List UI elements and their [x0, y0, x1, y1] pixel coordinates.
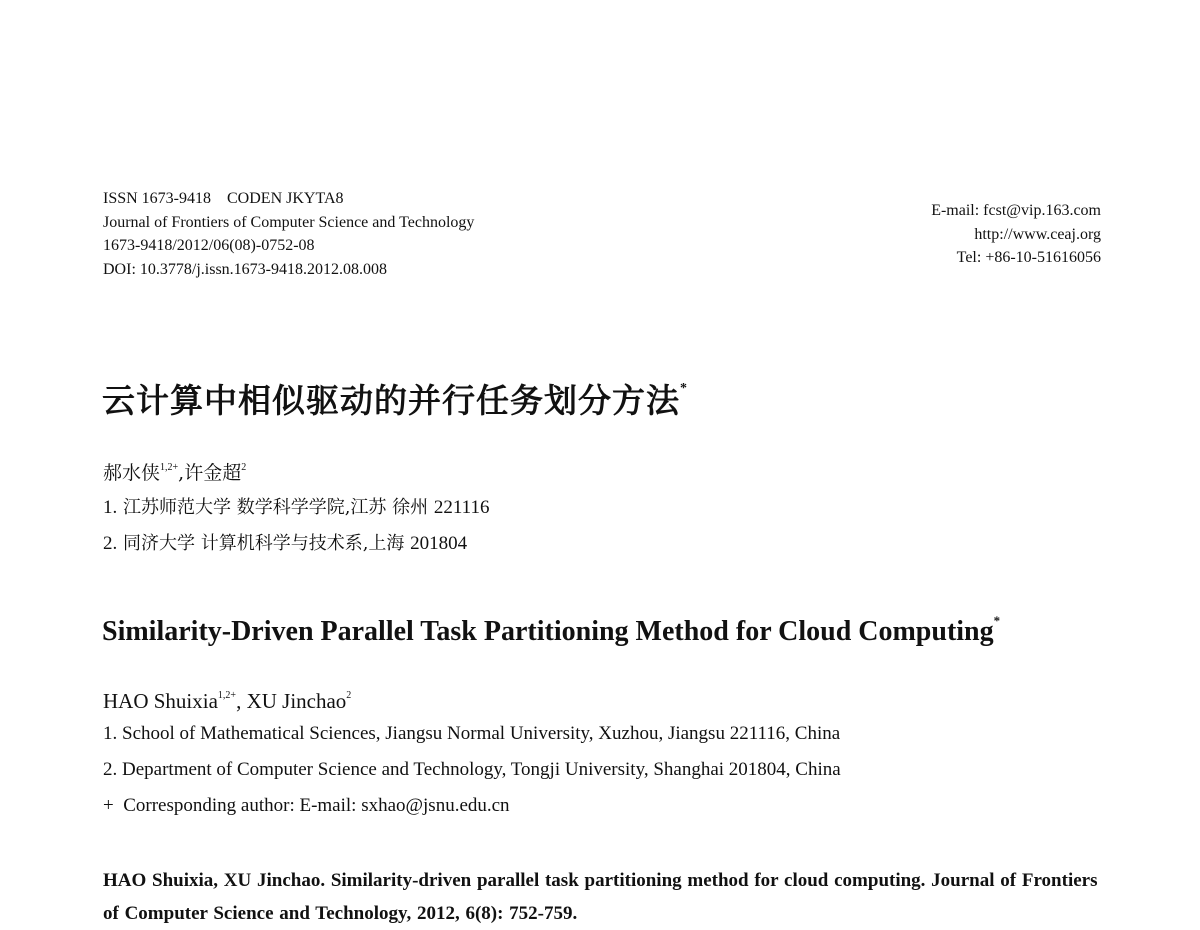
chinese-author-2: 许金超: [184, 462, 242, 484]
english-author-1-affil: 1,2+: [217, 690, 237, 701]
english-author-1: HAO Shuixia: [103, 689, 218, 713]
postal-code: 201804: [410, 533, 468, 554]
english-author-2-affil: 2: [346, 690, 352, 701]
chinese-affiliation: [103, 529, 467, 559]
chinese-author-separator: ,: [178, 462, 185, 484]
corresponding-author-note: + Corresponding author: E-mail: sxhao@jsnu.edu.cn: [103, 795, 510, 816]
english-authors: [103, 681, 351, 716]
chinese-author-1: 郝水侠: [103, 462, 161, 484]
issn-coden-line: ISSN 1673-9418 CODEN JKYTA8: [103, 190, 344, 207]
journal-info-block: [103, 187, 474, 281]
english-author-separator: ,: [236, 689, 247, 713]
chinese-authors: [103, 453, 246, 488]
affiliation-number: 2.: [103, 533, 118, 554]
english-title: [102, 601, 1000, 652]
journal-contact-block: [931, 199, 1101, 270]
chinese-title-footnote-mark: *: [680, 381, 688, 396]
english-author-2: XU Jinchao: [246, 689, 347, 713]
journal-email: E-mail: fcst@vip.163.com: [931, 202, 1101, 219]
affiliation-number: 1.: [103, 497, 118, 518]
postal-code: 221116: [433, 497, 490, 518]
journal-tel: Tel: +86-10-51616056: [956, 249, 1101, 266]
english-title-footnote-mark: *: [993, 613, 1001, 628]
chinese-title-text: 云计算中相似驱动的并行任务划分方法: [102, 381, 680, 420]
chinese-title: [102, 364, 688, 426]
affiliation-text: 同济大学 计算机科学与技术系,上海: [122, 533, 405, 554]
affiliation-text: 江苏师范大学 数学科学学院,江苏 徐州: [122, 497, 429, 518]
journal-name: Journal of Frontiers of Computer Science and Technology: [103, 213, 475, 231]
english-title-text: Similarity-Driven Parallel Task Partitioning Method for Cloud Computing: [102, 616, 994, 647]
citation-reference: HAO Shuixia, XU Jinchao. Similarity-driven parallel task partitioning method for cloud computing. Journal of Frontiers of Computer Science and Technology, 2012, 6(8): 752-759.: [103, 870, 1098, 924]
doi-line: DOI: 10.3778/j.issn.1673-9418.2012.08.008: [103, 260, 387, 278]
chinese-affiliation: [103, 493, 489, 523]
english-affiliation: 1. School of Mathematical Sciences, Jiangsu Normal University, Xuzhou, Jiangsu 221116, China: [103, 723, 841, 744]
issue-code: 1673-9418/2012/06(08)-0752-08: [103, 237, 315, 254]
english-affiliation: 2. Department of Computer Science and Technology, Tongji University, Shanghai 201804, China: [103, 759, 841, 780]
journal-url: http://www.ceaj.org: [974, 225, 1101, 243]
chinese-author-2-affil: 2: [241, 462, 247, 473]
chinese-author-1-affil: 1,2+: [160, 462, 179, 473]
